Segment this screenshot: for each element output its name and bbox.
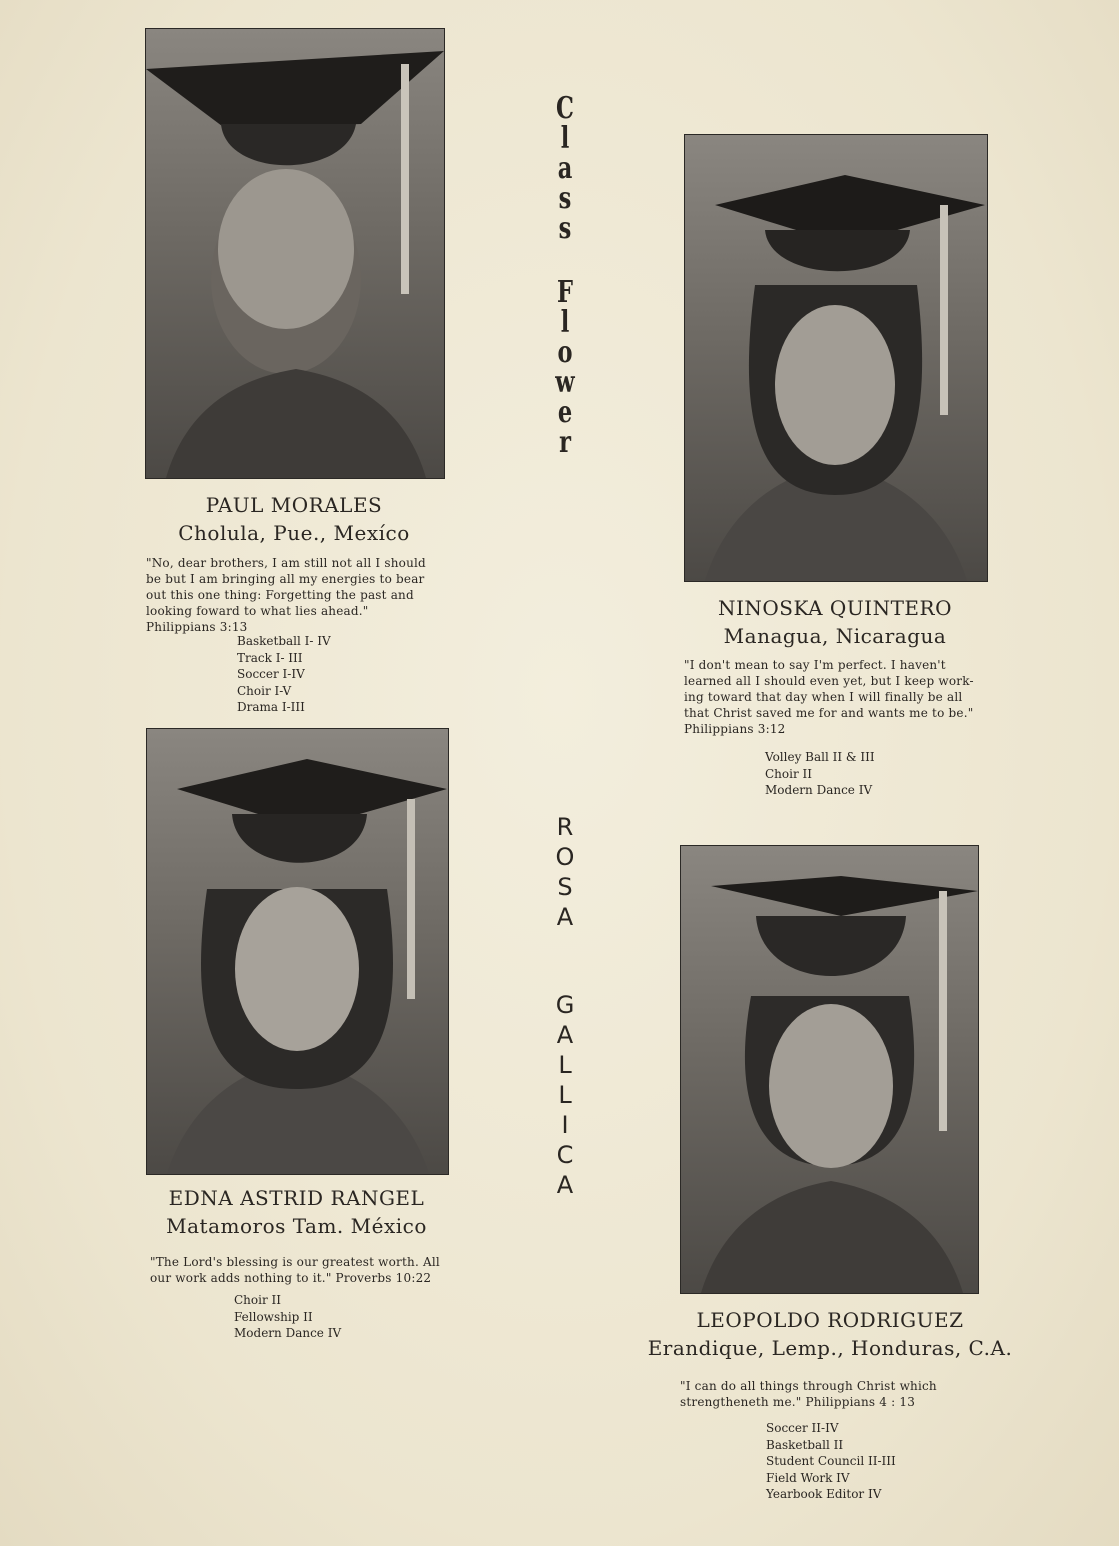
activity-item: Soccer I-IV <box>237 667 305 681</box>
title-letter: L <box>558 1081 572 1109</box>
senior-activities <box>766 1420 896 1503</box>
title-letter: I <box>561 1111 569 1139</box>
title-letter: C <box>556 91 574 126</box>
activity-item: Track I- III <box>237 650 303 665</box>
senior-hometown: Matamoros Tam. México <box>166 1214 427 1238</box>
title-letter: o <box>557 335 573 370</box>
quote-line: "I don't mean to say I'm perfect. I haven't <box>684 658 946 672</box>
senior-quote <box>684 657 974 737</box>
title-letter: L <box>558 1051 572 1079</box>
senior-name: LEOPOLDO RODRIGUEZ <box>696 1308 964 1332</box>
quote-line: "I can do all things through Christ which <box>680 1379 937 1393</box>
quote-line: "No, dear brothers, I am still not all I should <box>146 556 426 570</box>
activity-item: Modern Dance IV <box>765 783 873 797</box>
quote-line: learned all I should even yet, but I keep work- <box>684 674 974 688</box>
activity-item: Choir II <box>234 1293 282 1307</box>
senior-quote <box>150 1254 440 1286</box>
title-letter: w <box>555 365 575 400</box>
quote-line: "The Lord's blessing is our greatest worth. All <box>150 1255 440 1269</box>
senior-quote <box>146 555 426 635</box>
activity-item: Choir I-V <box>237 683 292 698</box>
title-letter: s <box>558 211 572 246</box>
quote-line: that Christ saved me for and wants me to be." <box>684 706 974 720</box>
senior-activities <box>237 633 331 716</box>
activity-item: Drama I-III <box>237 700 305 714</box>
senior-activities <box>765 749 875 799</box>
portrait-photo-paul-morales <box>145 28 445 479</box>
senior-activities <box>234 1292 341 1342</box>
title-letter: A <box>556 1171 574 1199</box>
activity-item: Field Work IV <box>766 1470 850 1485</box>
senior-hometown: Managua, Nicaragua <box>723 624 947 648</box>
title-letter: R <box>556 813 574 841</box>
senior-name: PAUL MORALES <box>205 493 383 517</box>
title-letter: O <box>555 843 575 871</box>
title-letter: l <box>560 121 570 156</box>
title-letter: G <box>555 991 575 1019</box>
quote-line: be but I am bringing all my energies to bear <box>146 572 425 586</box>
senior-hometown: Erandique, Lemp., Honduras, C.A. <box>647 1336 1013 1360</box>
quote-line: our work adds nothing to it." Proverbs 10:22 <box>150 1271 432 1285</box>
title-spacer <box>552 244 578 278</box>
quote-line: out this one thing: Forgetting the past and <box>146 588 414 602</box>
title-letter: l <box>560 305 570 340</box>
activity-item: Basketball I- IV <box>237 634 331 648</box>
quote-line: ing toward that day when I will finally be all <box>684 690 963 704</box>
quote-line: looking foward to what lies ahead." <box>146 604 369 618</box>
title-letter: A <box>556 1021 574 1049</box>
activity-item: Yearbook Editor IV <box>766 1487 882 1501</box>
title-letter: A <box>556 903 574 931</box>
quote-line: Philippians 3:12 <box>684 722 786 736</box>
title-letter: C <box>556 1141 574 1169</box>
senior-name: EDNA ASTRID RANGEL <box>168 1186 425 1210</box>
portrait-photo-leopoldo-rodriguez <box>680 845 979 1294</box>
activity-item: Soccer II-IV <box>766 1421 839 1435</box>
activity-item: Choir II <box>765 766 813 781</box>
title-letter: r <box>559 425 571 460</box>
senior-hometown: Cholula, Pue., Mexíco <box>178 521 410 545</box>
senior-quote <box>680 1378 937 1410</box>
portrait-photo-ninoska-quintero <box>684 134 988 582</box>
gallica-vertical-title <box>552 990 578 1200</box>
activity-item: Basketball II <box>766 1437 844 1452</box>
portrait-photo-edna-rangel <box>146 728 449 1175</box>
title-letter: S <box>557 873 573 901</box>
quote-line: Philippians 3:13 <box>146 620 248 634</box>
title-letter: F <box>557 275 573 310</box>
class-flower-vertical-title <box>548 91 582 460</box>
activity-item: Fellowship II <box>234 1309 313 1324</box>
activity-item: Student Council II-III <box>766 1454 896 1468</box>
activity-item: Volley Ball II & III <box>765 750 875 764</box>
rosa-vertical-title <box>552 812 578 932</box>
activity-item: Modern Dance IV <box>234 1326 342 1340</box>
senior-name: NINOSKA QUINTERO <box>718 596 952 620</box>
title-letter: e <box>557 395 573 430</box>
quote-line: strengtheneth me." Philippians 4 : 13 <box>680 1395 916 1409</box>
title-letter: s <box>558 181 572 216</box>
title-letter: a <box>557 151 573 186</box>
